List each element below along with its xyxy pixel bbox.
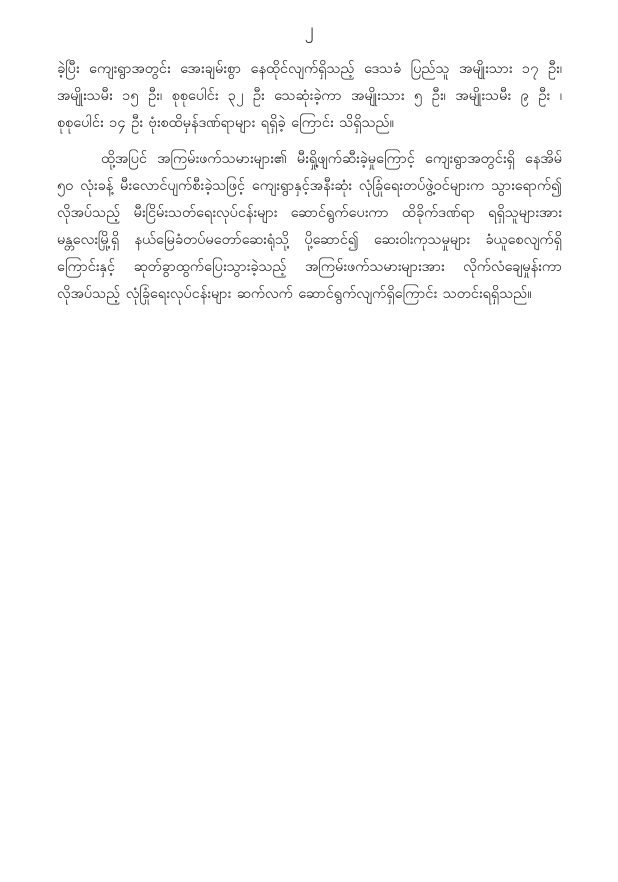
paragraph-arson-response: ထို့အပြင် အကြမ်းဖက်သမားများ၏ မီးရှို့ဖျက်ဆီးခဲ့မှုကြောင့် ကျေးရွာအတွင်းရှိ နေအိမ် ၅၀ လုံးခန့် မီးလောင်ပျက်စီးခဲ့သဖြင့် ကျေးရွာနှင့်အနီးဆုံး လုံခြုံရေးတပ်ဖွဲ့ဝင်များက သွားရောက်၍ လိုအပ်သည့် မီးငြိမ်းသတ်ရေးလုပ်ငန်းများ ဆောင်ရွက်ပေးကာ ထိခိုက်ဒဏ်ရာ ရရှိသူများအား မန္တလေးမြို့ရှိ နယ်မြေခံတပ်မတော်ဆေးရုံသို့ ပို့ဆောင်၍ ဆေးဝါးကုသမှုများ ခံယူစေလျက်ရှိကြောင်းနှင့် ဆုတ်ခွာထွက်ပြေးသွားခဲ့သည့် အကြမ်းဖက်သမားများအား လိုက်လံချေမှုန်းကာ လိုအပ်သည့် လုံခြုံရေးလုပ်ငန်းများ ဆက်လက် ဆောင်ရွက်လျက်ရှိကြောင်း သတင်းရရှိသည်။ xyxy=(57,151,562,302)
document-body xyxy=(57,56,562,308)
paragraph-casualties: ခဲ့ပြီး ကျေးရွာအတွင်း အေးချမ်းစွာ နေထိုင်လျက်ရှိသည့် ဒေသခံ ပြည်သူ အမျိုးသား ၁၇ ဦး၊ အမျိုးသမီး ၁၅ ဦး၊ စုစုပေါင်း ၃၂ ဦး သေဆုံးခဲ့ကာ အမျိုးသား ၅ ဦး၊ အမျိုးသမီး ၉ ဦး ၊ စုစုပေါင်း ၁၄ ဦး ဗုံးစထိမှန်ဒဏ်ရာများ ရရှိခဲ့ ကြောင်း သိရှိသည်။ xyxy=(57,61,562,131)
page-number: ၂ xyxy=(304,19,314,40)
